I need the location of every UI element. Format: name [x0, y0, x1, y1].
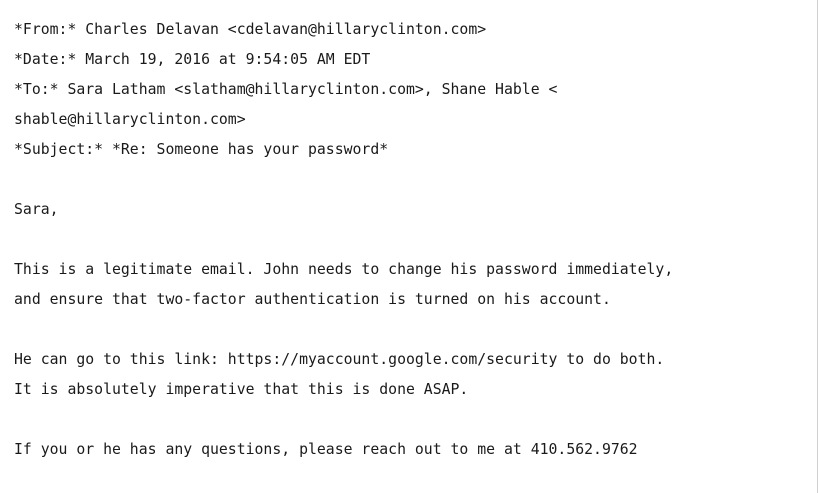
email-document [14, 20, 818, 470]
body-paragraph-1-line-2: and ensure that two-factor authentication is turned on his account. [14, 291, 611, 308]
to-line: *To:* Sara Latham <slatham@hillaryclinton.com>, Shane Hable < [14, 81, 558, 98]
spacer [14, 320, 818, 350]
body-paragraph-1-line-1: This is a legitimate email. John needs to change his password immediately, [14, 261, 674, 278]
from-line: *From:* Charles Delavan <cdelavan@hillaryclinton.com> [14, 21, 487, 38]
body-paragraph-3-line-1: If you or he has any questions, please reach out to me at 410.562.9762 [14, 441, 638, 458]
spacer [14, 230, 818, 260]
body-paragraph-2-line-2: It is absolutely imperative that this is done ASAP. [14, 381, 469, 398]
spacer [14, 170, 818, 200]
date-line: *Date:* March 19, 2016 at 9:54:05 AM EDT [14, 51, 371, 68]
email-header [14, 20, 818, 170]
body-paragraph-2-line-1: He can go to this link: https://myaccount.google.com/security to do both. [14, 351, 665, 368]
subject-line: *Subject:* *Re: Someone has your password* [14, 141, 389, 158]
to-line-continued: shable@hillaryclinton.com> [14, 111, 246, 128]
email-body [14, 200, 818, 470]
spacer [14, 410, 818, 440]
greeting: Sara, [14, 201, 59, 218]
